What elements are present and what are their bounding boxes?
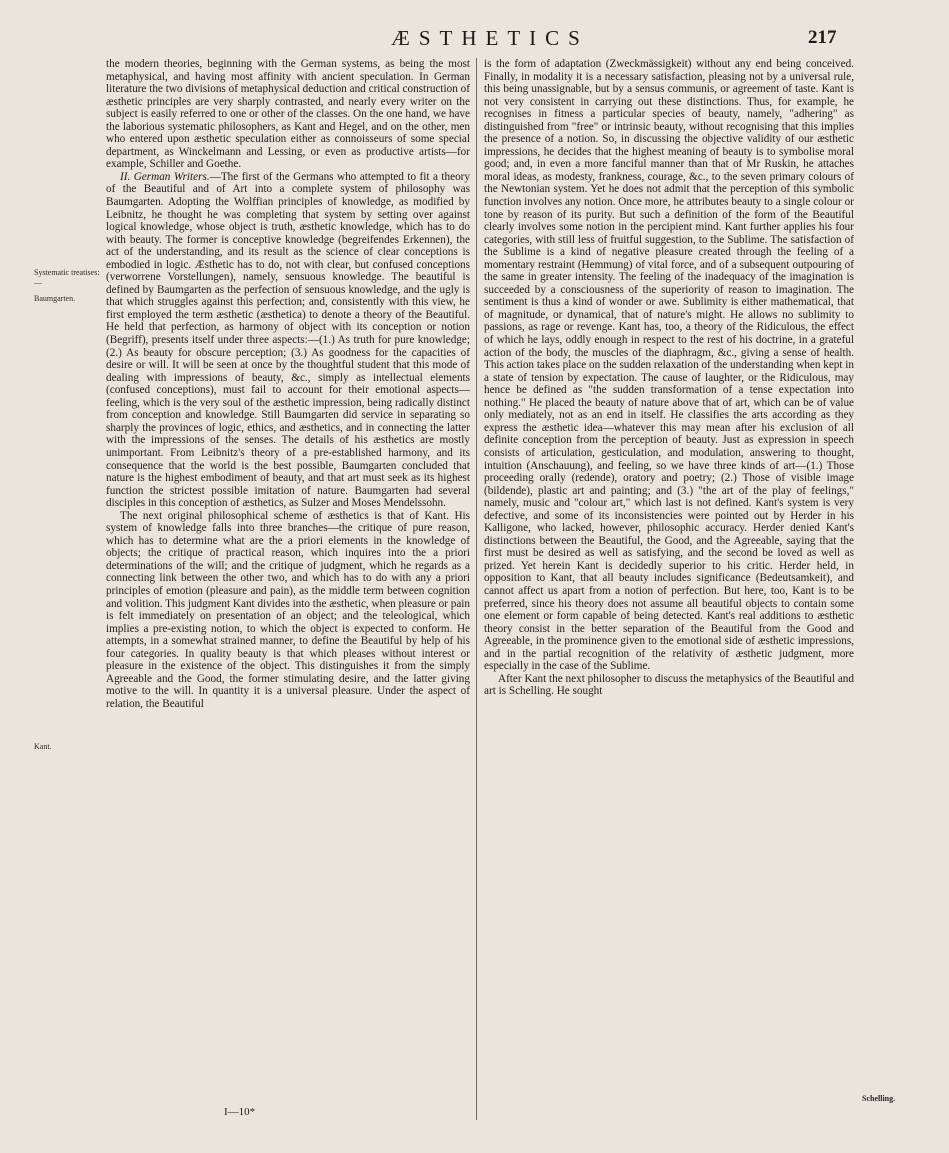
margin-note-schelling: Schelling.: [862, 1094, 896, 1103]
paragraph: is the form of adaptation (Zweckmässigkeit) without any end being conceived. Finally, in modality it is a necessary satisfaction, pleasing not by a universal rule, this being unassignable, but by a sensus communis, or agreement of taste. Kant is not very consistent in carrying out these distinctions. Thus, for example, he recognises in fitness a particular species of beauty, namely, "adhering" as distinguished from "free" or intrinsic beauty, without recognising that this implies the presence of a notion. So, in discussing the objective validity of our æsthetic impressions, he decides that the highest meaning of beauty is to symbolise moral good; and, in even a more fanciful manner than that of Mr Ruskin, he attaches moral ideas, as modesty, frankness, courage, &c., to the seven primary colours of the Newtonian system. Yet he does not admit that the perception of this symbolic function involves any notion. Once more, he attributes beauty to a single colour or tone by reason of its purity. But such a definition of the form of the Beautiful clearly involves some notion in the percipient mind. Kant further applies his four categories, with still less of fruitful suggestion, to the Sublime. The satisfaction of the Sublime is a kind of negative pleasure created through the feeling of a momentary restraint (Hemmung) of vital force, and of a subsequent outpouring of the same in greater intensity. The feeling of the inadequacy of the imagination is succeeded by a consciousness of the superiority of reason to imagination. The sentiment is thus a kind of wonder or awe. Sublimity is either mathematical, that of magnitude, or dynamical, that of nature's might. He allows no sublimity to passions, as rage or revenge. Kant has, too, a theory of the Ridiculous, the effect of which he lays, oddly enough in respect to the rest of his doctrine, in a grateful action of the body, the muscles of the diaphragm, &c., giving a sense of health. This action takes place on the sudden relaxation of the understanding when kept in a state of tension by expectation. The cause of laughter, or the Ridiculous, may hence be defined as "the sudden transformation of a tense expectation into nothing." He placed the beauty of nature above that of art, which can be of value only mediately, not as an end in itself. He classifies the arts according as they express the æsthetic idea—whatever this may mean after his exclusion of all definite conception from the perception of beauty. Just as expression in speech consists of articulation, gesticulation, and modulation, answering to thought, intuition (Anschauung), and feeling, so we have three kinds of art—(1.) Those proceeding orally (redende), oratory and poetry; (2.) Those of visible image (bildende), plastic art and painting; and (3.) "the art of the play of feelings," namely, music and "colour art," which last is not defined. Kant's system is very defective, and some of its inconsistencies were pointed out by Herder in his Kalligone, who lacked, however, philosophic accuracy. Herder denied Kant's distinctions between the Beautiful, the Good, and the Agreeable, saying that the first must be desired as well as satisfying, and the second be loved as well as prized. Yet herein Kant is decidedly superior to his critic. Herder held, in opposition to Kant, that all beauty includes significance (Bedeutsamkeit), and cannot affect us apart from a notion of perfection. But here, too, Kant is to be preferred, since his theory does not assume all beautiful objects to contain some one element or form capable of being detected. Kant's real additions to æsthetic theory consist in the better separation of the Beautiful from the Good and Agreeable, in the prominence given to the emotional side of æsthetic impressions, and in the partial recognition of the relativity of æsthetic judgment, more especially in the case of the Sublime.: [484, 58, 855, 673]
left-column: [106, 58, 470, 710]
section-heading: II. German Writers.: [120, 170, 210, 183]
paragraph: The next original philosophical scheme of æsthetics is that of Kant. His system of knowledge falls into three branches—the critique of pure reason, which has to determine what are the a priori elements in the knowledge of objects; the critique of practical reason, which inquires into the a priori determinations of the will; and the critique of judgment, which he regards as a connecting link between the other two, and which has to do with any a priori principles of emotion (pleasure and pain), as the middle term between cognition and volition. This judgment Kant divides into the æsthetic, when pleasure or pain is felt immediately on presentation of an object; and the teleological, which implies a pre-existing notion, to which the object is expected to conform. He attempts, in a somewhat strained manner, to define the Beautiful by help of his four categories. In quality beauty is that which pleases without interest or pleasure in the existence of the object. This distinguishes it from the simply Agreeable and the Good, the former stimulating desire, and the latter giving motive to the will. In quantity it is a universal pleasure. Under the aspect of relation, the Beautiful: [106, 509, 470, 710]
right-column: [484, 58, 854, 698]
margin-note-kant: Kant.: [34, 742, 52, 751]
paragraph-german-writers: [106, 171, 470, 510]
paragraph: the modern theories, beginning with the German systems, as being the most metaphysical, and having most affinity with ancient speculation. In German literature the two divisions of metaphysical deduction and critical construction of æsthetic principles are very sharply contrasted, and nearly every writer on the subject is easily referred to one or other of the classes. On the one hand, we have the laborious systematic philosophers, as Kant and Hegel, and on the other, men who entered upon æsthetic speculation either as connoisseurs of some special department, as Winckelmann and Lessing, or even as productive artists—for example, Schiller and Goethe.: [106, 58, 470, 171]
column-rule: [476, 58, 477, 1120]
signature-mark: I—10*: [224, 1106, 256, 1118]
margin-note-baumgarten: Baumgarten.: [34, 294, 76, 303]
paragraph-text: —The first of the Germans who attempted to fit a theory of the Beautiful and of Art into a complete system of philosophy was Baumgarten. Adopting the Wolffian principles of knowledge, as modified by Leibnitz, he thought he was completing that system by setting over against logical knowledge, whose object is truth, æsthetic knowledge, which has to do with beauty. The former is conceptive knowledge (begreifendes Erkennen), the act of the understanding, and its result as the science of clear conceptions is embodied in logic. Æsthetic has to do, not with clear, but confused conceptions (verworrene Vorstellungen), namely, sensuous knowledge. The beautiful is defined by Baumgarten as the perfection of sensuous knowledge, and the ugly is that which struggles against this perfection; and, consistently with this view, he first employed the term æsthetic (æsthetica) to denote a theory of the Beautiful. He held that perfection, as harmony of object with its conception or notion (Begriff), presents itself under three aspects:—(1.) As truth for pure knowledge; (2.) As beauty for obscure perception; (3.) As goodness for the capacities of desire or will. It will be seen at once by the thoughtful student that this mode of dealing with impressions of beauty, &c., simply as intellectual elements (confused conceptions), must fail to account for their emotional aspects—feeling, which is the very soul of the æsthetic impression, being radically distinct from conception and knowledge. Still Baumgarten did service in separating so sharply the provinces of logic, ethics, and æsthetics, and in connecting the latter with the impressions of the senses. The details of his æsthetics are mostly unimportant. From Leibnitz's theory of a pre-established harmony, and its consequence that the world is the best possible, Baumgarten concluded that nature is the highest embodiment of beauty, and that art must seek as its highest function the strictest possible imitation of nature. Baumgarten had several disciples in this conception of æsthetics, as Sulzer and Moses Mendelssohn.: [106, 170, 470, 510]
margin-note-systematic: Systematic treatises:—: [34, 268, 100, 287]
running-head: ÆSTHETICS: [391, 26, 589, 50]
page-number: 217: [808, 27, 837, 48]
paragraph: After Kant the next philosopher to discuss the metaphysics of the Beautiful and art is Schelling. He sought: [484, 672, 854, 698]
